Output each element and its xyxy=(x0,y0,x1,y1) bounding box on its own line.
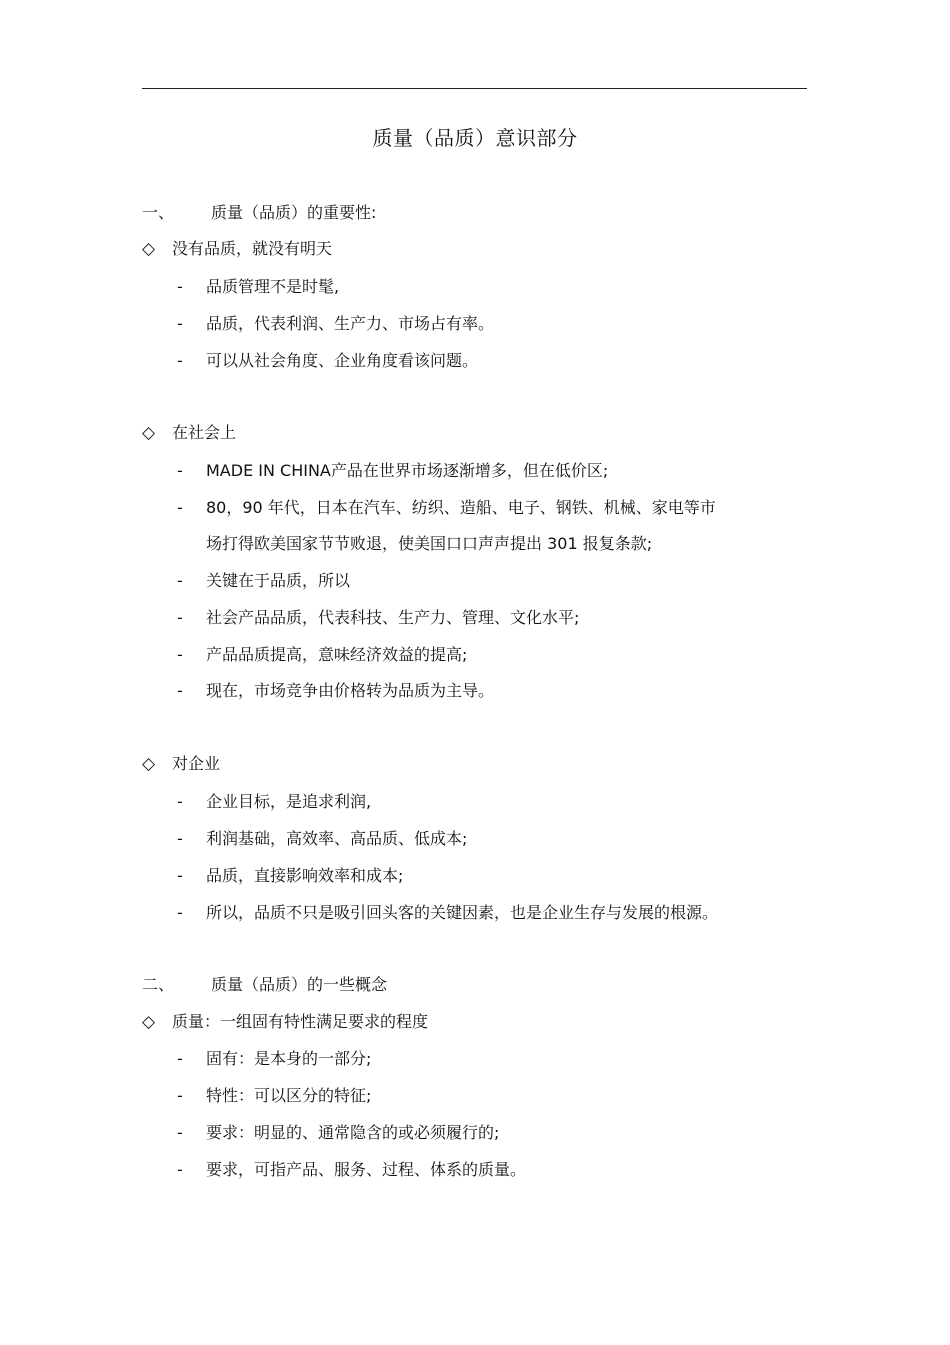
diamond-bullet-icon: ◇ xyxy=(142,423,156,443)
dash-bullet: - xyxy=(177,498,183,517)
dash-bullet: - xyxy=(177,792,183,811)
dash-bullet: - xyxy=(177,461,183,480)
dash-bullet: - xyxy=(177,608,183,627)
list-item: 社会产品品质，代表科技、生产力、管理、文化水平; xyxy=(206,608,580,627)
dash-bullet: - xyxy=(177,903,183,922)
dash-bullet: - xyxy=(177,1160,183,1179)
diamond-bullet-icon: ◇ xyxy=(142,754,156,774)
section-2-number: 二、 xyxy=(142,975,175,994)
dash-bullet: - xyxy=(177,1123,183,1142)
list-item: MADE IN CHINA产品在世界市场逐渐增多，但在低价区; xyxy=(206,461,609,480)
list-item-continuation: 场打得欧美国家节节败退，使美国口口声声提出 301 报复条款; xyxy=(206,534,653,553)
dash-bullet: - xyxy=(177,1086,183,1105)
list-item: 固有：是本身的一部分; xyxy=(206,1049,372,1068)
group-2-1-heading: 质量：一组固有特性满足要求的程度 xyxy=(172,1012,429,1031)
dash-bullet: - xyxy=(177,645,183,664)
list-item: 要求，可指产品、服务、过程、体系的质量。 xyxy=(206,1160,527,1179)
section-1-number: 一、 xyxy=(142,203,175,222)
dash-bullet: - xyxy=(177,829,183,848)
group-1-3-heading: 对企业 xyxy=(172,754,221,773)
section-1-heading: 质量（品质）的重要性: xyxy=(211,203,377,222)
section-2-heading: 质量（品质）的一些概念 xyxy=(211,975,388,994)
list-item: 产品品质提高，意味经济效益的提高; xyxy=(206,645,468,664)
list-item: 所以，品质不只是吸引回头客的关键因素，也是企业生存与发展的根源。 xyxy=(206,903,719,922)
list-item: 80，90 年代，日本在汽车、纺织、造船、电子、钢铁、机械、家电等市 xyxy=(206,498,716,517)
list-item: 特性：可以区分的特征; xyxy=(206,1086,372,1105)
list-item: 现在，市场竞争由价格转为品质为主导。 xyxy=(206,681,495,700)
dash-bullet: - xyxy=(177,277,183,296)
list-item: 品质，直接影响效率和成本; xyxy=(206,866,404,885)
dash-bullet: - xyxy=(177,1049,183,1068)
dash-bullet: - xyxy=(177,681,183,700)
dash-bullet: - xyxy=(177,314,183,333)
diamond-bullet-icon: ◇ xyxy=(142,239,156,259)
group-1-2-heading: 在社会上 xyxy=(172,423,237,442)
top-rule xyxy=(142,88,807,89)
page-title: 质量（品质）意识部分 xyxy=(372,126,578,150)
list-item: 可以从社会角度、企业角度看该问题。 xyxy=(206,351,479,370)
dash-bullet: - xyxy=(177,351,183,370)
list-item: 企业目标，是追求利润, xyxy=(206,792,372,811)
list-item: 品质管理不是时髦, xyxy=(206,277,340,296)
group-1-1-heading: 没有品质，就没有明天 xyxy=(172,239,333,258)
list-item: 要求：明显的、通常隐含的或必须履行的; xyxy=(206,1123,500,1142)
dash-bullet: - xyxy=(177,866,183,885)
diamond-bullet-icon: ◇ xyxy=(142,1012,156,1032)
list-item: 品质，代表利润、生产力、市场占有率。 xyxy=(206,314,495,333)
list-item: 关键在于品质，所以 xyxy=(206,571,351,590)
list-item: 利润基础，高效率、高品质、低成本; xyxy=(206,829,468,848)
dash-bullet: - xyxy=(177,571,183,590)
